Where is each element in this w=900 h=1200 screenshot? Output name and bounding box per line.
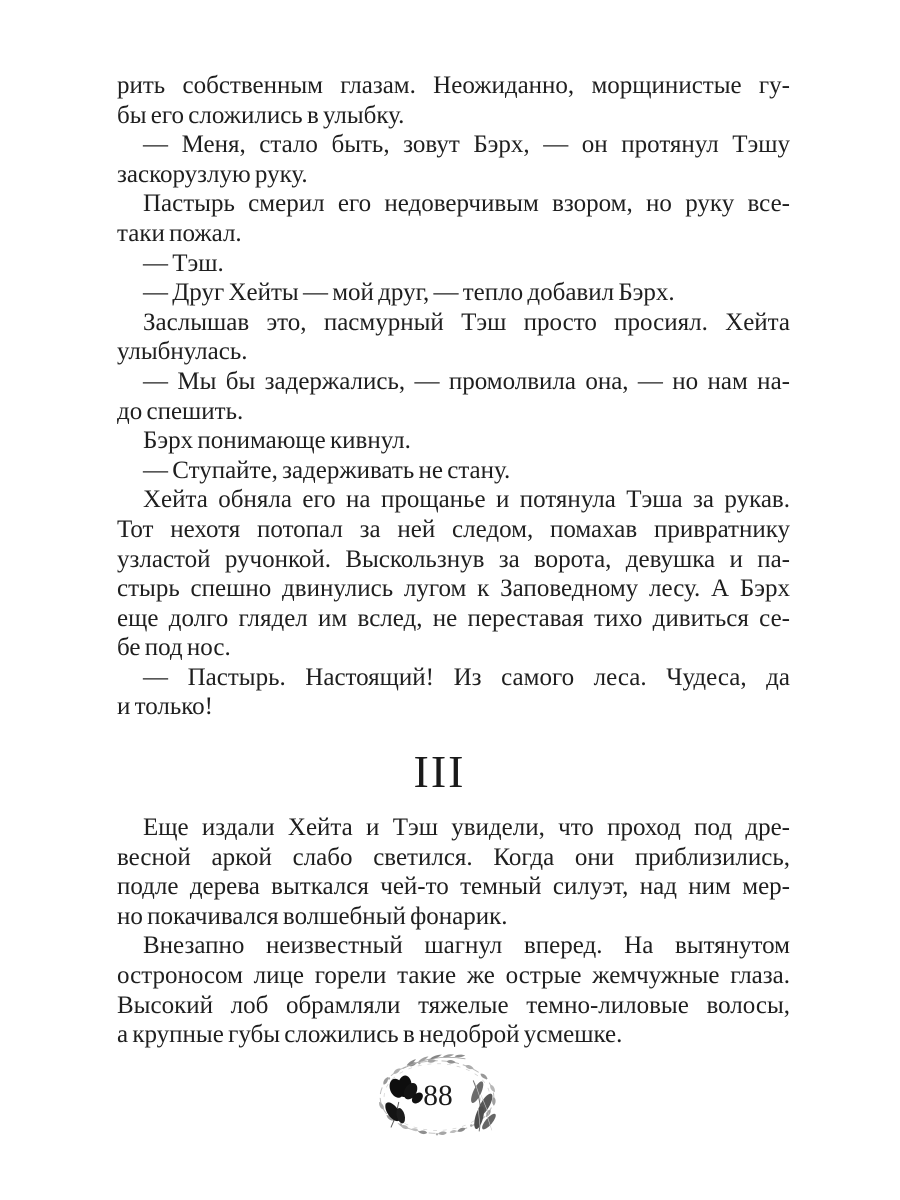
paragraph [117, 308, 790, 367]
text-line: Внезапно неизвестный шагнул вперед. На вытянутом [143, 932, 790, 960]
text-line: Тот нехотя потопал за ней следом, помахав привратнику [117, 515, 790, 543]
paragraph [117, 663, 790, 722]
text-line: подле дерева выткался чей-то темный силуэт, над ним мер- [117, 873, 790, 901]
text-line: Хейта обняла его на прощанье и потянула Тэша за рукав. [143, 486, 790, 514]
page-number: 88 [423, 1079, 453, 1112]
text-line: бы его сложились в улыбку. [117, 101, 405, 129]
text-line: заскорузлую руку. [117, 160, 308, 188]
text-line: узластой ручонкой. Выскользнув за ворота, девушка и па- [117, 545, 790, 573]
text-line: таки пожал. [117, 219, 242, 247]
text-line: Высокий лоб обрамляли тяжелые темно-лиловые волосы, [117, 991, 790, 1019]
text-line: бе под нос. [117, 634, 231, 662]
text-line: Пастырь смерил его недоверчивым взором, но руку все- [143, 190, 790, 218]
text-line: и только! [117, 693, 213, 721]
paragraph [117, 130, 790, 189]
paragraph [117, 189, 790, 248]
text-line: — Тэш. [143, 249, 224, 277]
paragraph [117, 485, 790, 663]
text-line: Заслышав это, пасмурный Тэш просто просиял. Хейта [143, 308, 790, 336]
black-flower [382, 1075, 425, 1127]
text-line: еще долго глядел им вслед, не переставая тихо дивиться се- [117, 604, 790, 632]
paragraph [117, 813, 790, 931]
paragraph [117, 931, 790, 1049]
text-line: — Ступайте, задерживать не стану. [143, 456, 511, 484]
paragraph [117, 71, 790, 130]
paragraph [117, 278, 790, 308]
paragraph [117, 249, 790, 279]
paragraph [117, 426, 790, 456]
text-line: — Друг Хейты — мой друг, — тепло добавил Бэрх. [143, 279, 675, 307]
text-line: — Пастырь. Настоящий! Из самого леса. Чудеса, да [143, 663, 790, 691]
text-line: Еще издали Хейта и Тэш увидели, что проход под дре- [143, 814, 790, 841]
floral-wreath-ornament [362, 1051, 512, 1149]
text-section-after-heading [117, 813, 790, 1050]
text-line: остроносом лице горели такие же острые жемчужные глаза. [117, 961, 790, 989]
text-line: весной аркой слабо светился. Когда они приблизились, [117, 843, 790, 871]
text-line: Бэрх понимающе кивнул. [143, 427, 411, 455]
text-line: улыбнулась. [117, 338, 248, 366]
text-section-before-heading [117, 71, 790, 722]
paragraph [117, 367, 790, 426]
text-line: а крупные губы сложились в недоброй усмешке. [117, 1021, 623, 1049]
text-line: до спешить. [117, 397, 244, 425]
text-line: — Мы бы задержались, — промолвила она, — но нам на- [143, 367, 790, 395]
text-line: рить собственным глазам. Неожиданно, морщинистые гу- [117, 72, 790, 99]
text-line: — Меня, стало быть, зовут Бэрх, — он протянул Тэшу [143, 131, 790, 159]
paragraph [117, 456, 790, 486]
text-line: стырь спешно двинулись лугом к Заповедному лесу. А Бэрх [117, 575, 790, 603]
chapter-heading: III [413, 746, 466, 797]
text-line: но покачивался волшебный фонарик. [117, 902, 508, 930]
